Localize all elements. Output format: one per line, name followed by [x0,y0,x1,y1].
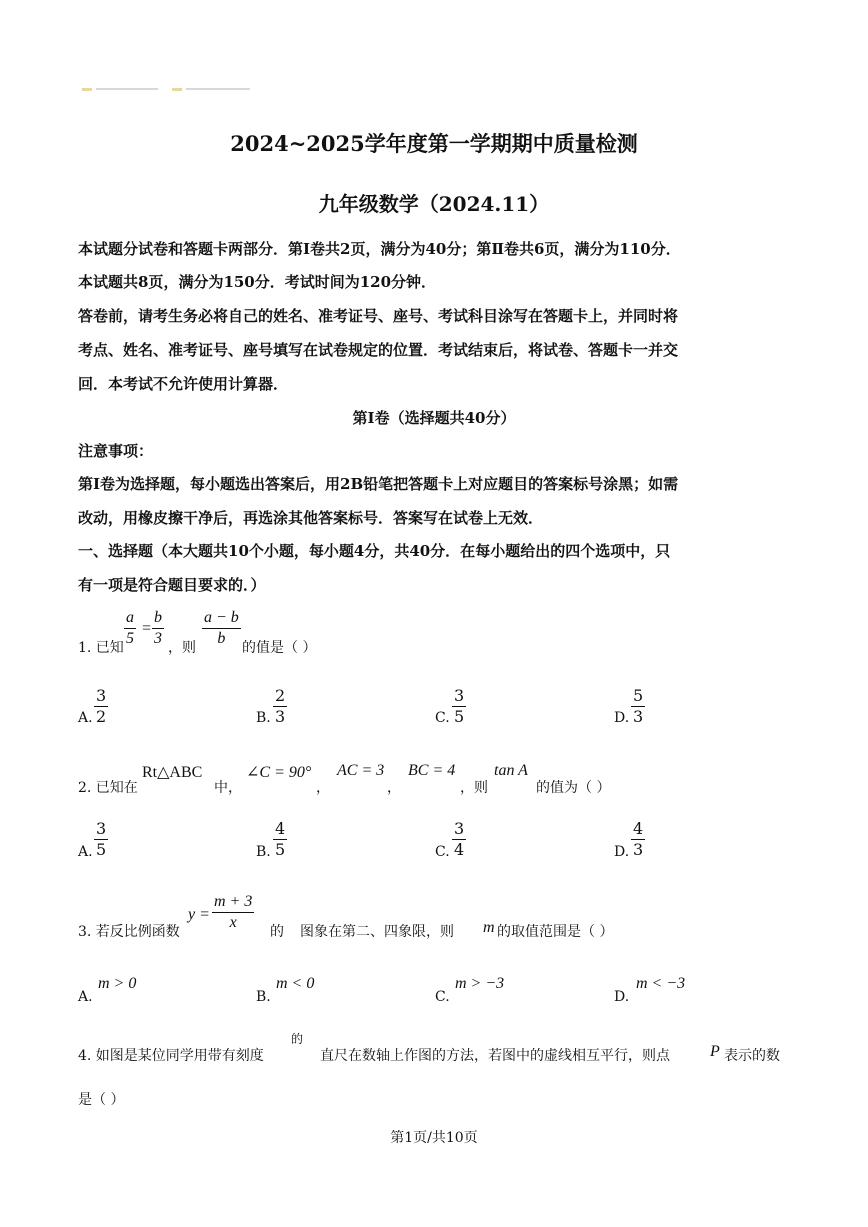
q2-bc: BC = 4 [408,762,456,779]
q4-line1-part-c: 表示的数 [724,1048,780,1064]
q2-prefix: 2. 已知在 [78,780,138,796]
q2-angle: ∠C = 90° [246,764,312,781]
q2-option-d-frac: $\frac{4}{3}$ [633,819,644,859]
q4-line1-part-a: 4. 如图是某位同学用带有刻度 [78,1048,264,1064]
q3-option-d-label: D. [614,989,630,1005]
intro-line-4: 考点、姓名、准考证号、座号填写在试卷规定的位置．考试结束后，将试卷、答题卡一并交 [78,341,679,359]
q3-option-c-expr: m > −3 [455,975,505,992]
watermark-mark [186,88,250,90]
watermark-mark [172,88,182,91]
q1-option-b-frac: $\frac{2}{3}$ [275,686,286,726]
q2-triangle: Rt△ABC [142,764,203,781]
q4-line1-part-b: 直尺在数轴上作图的方法，若图中的虚线相互平行，则点 [320,1048,670,1064]
watermark-mark [82,88,92,91]
q4-de: 的 [291,1032,304,1046]
q2-option-d-label: D. [614,844,630,860]
q1-option-c-frac: $\frac{3}{5}$ [454,686,465,726]
notes-line-2: 改动，用橡皮擦干净后，再选涂其他答案标号．答案写在试卷上无效． [78,509,544,527]
q3-function-frac: $\frac{m + 3}{x}$ [214,893,253,931]
q4-point-p: P [710,1043,720,1060]
q1-expression: $\frac{a - b}{b}$ [204,609,239,647]
notes-title: 注意事项： [78,442,154,460]
q1-prefix: 1. 已知 [78,640,124,656]
q2-suffix: 的值为（ ） [536,780,611,796]
q1-option-d-frac: $\frac{5}{3}$ [633,686,644,726]
q3-y-equals: y = [188,906,210,923]
q3-suffix: 的取值范围是（ ） [497,924,614,940]
exam-title: 2024~2025学年度第一学期期中质量检测 [230,131,638,156]
q3-option-b-expr: m < 0 [276,975,315,992]
q2-text-1: 中， [214,780,242,796]
q3-option-a-expr: m > 0 [98,975,137,992]
notes-line-1: 第Ⅰ卷为选择题，每小题选出答案后，用2B铅笔把答题卡上对应题目的答案标号涂黑；如需 [78,475,679,493]
q3-option-a-label: A. [78,989,93,1005]
q2-ac: AC = 3 [337,762,385,779]
q2-tan: tan A [494,762,528,779]
q1-cond-frac-right: $\frac{b}{3}$ [154,609,162,647]
q3-prefix: 3. 若反比例函数 [78,924,180,940]
part-title-line-1: 一、选择题（本大题共10个小题，每小题4分，共40分．在每小题给出的四个选项中，只 [78,542,671,560]
q1-option-d-label: D. [614,710,630,726]
q1-option-c-label: C. [435,710,450,726]
q2-sep-2: ， [387,780,401,796]
watermark-mark [96,88,158,90]
page-footer: 第1页/共10页 [390,1130,478,1146]
q1-cond-equals: = [141,620,152,637]
q1-mid: ，则 [168,640,196,656]
q2-option-c-label: C. [435,844,450,860]
q1-option-a-frac: $\frac{3}{2}$ [96,686,107,726]
q3-m: m [483,919,495,936]
q1-option-a-label: A. [78,710,93,726]
q3-option-b-label: B. [256,989,271,1005]
q3-option-d-expr: m < −3 [636,975,686,992]
part-title-line-2: 有一项是符合题目要求的．） [78,576,266,594]
q3-option-c-label: C. [435,989,450,1005]
q2-text-2: ，则 [460,780,488,796]
q2-option-a-label: A. [78,844,93,860]
q3-de: 的 [270,924,284,940]
exam-subtitle: 九年级数学（2024.11） [318,192,550,216]
q3-rest: 图象在第二、四象限，则 [300,924,454,940]
section-heading: 第Ⅰ卷（选择题共40分） [352,409,516,427]
q2-option-b-label: B. [256,844,271,860]
q1-cond-frac-left: $\frac{a}{5}$ [126,609,134,647]
q1-option-b-label: B. [256,710,271,726]
q2-sep-1: ， [316,780,330,796]
q4-line2: 是（ ） [78,1092,125,1108]
intro-line-5: 回．本考试不允许使用计算器． [78,375,289,393]
q2-option-b-frac: $\frac{4}{5}$ [275,819,286,859]
intro-line-1: 本试题分试卷和答题卡两部分．第Ⅰ卷共2页，满分为40分；第Ⅱ卷共6页，满分为110分． [78,240,681,258]
intro-line-3: 答卷前，请考生务必将自己的姓名、准考证号、座号、考试科目涂写在答题卡上，并同时将 [78,307,679,325]
intro-line-2: 本试题共8页，满分为150分．考试时间为120分钟． [78,273,437,291]
q2-option-c-frac: $\frac{3}{4}$ [454,819,465,859]
q1-suffix: 的值是（ ） [242,640,317,656]
q2-option-a-frac: $\frac{3}{5}$ [96,819,107,859]
